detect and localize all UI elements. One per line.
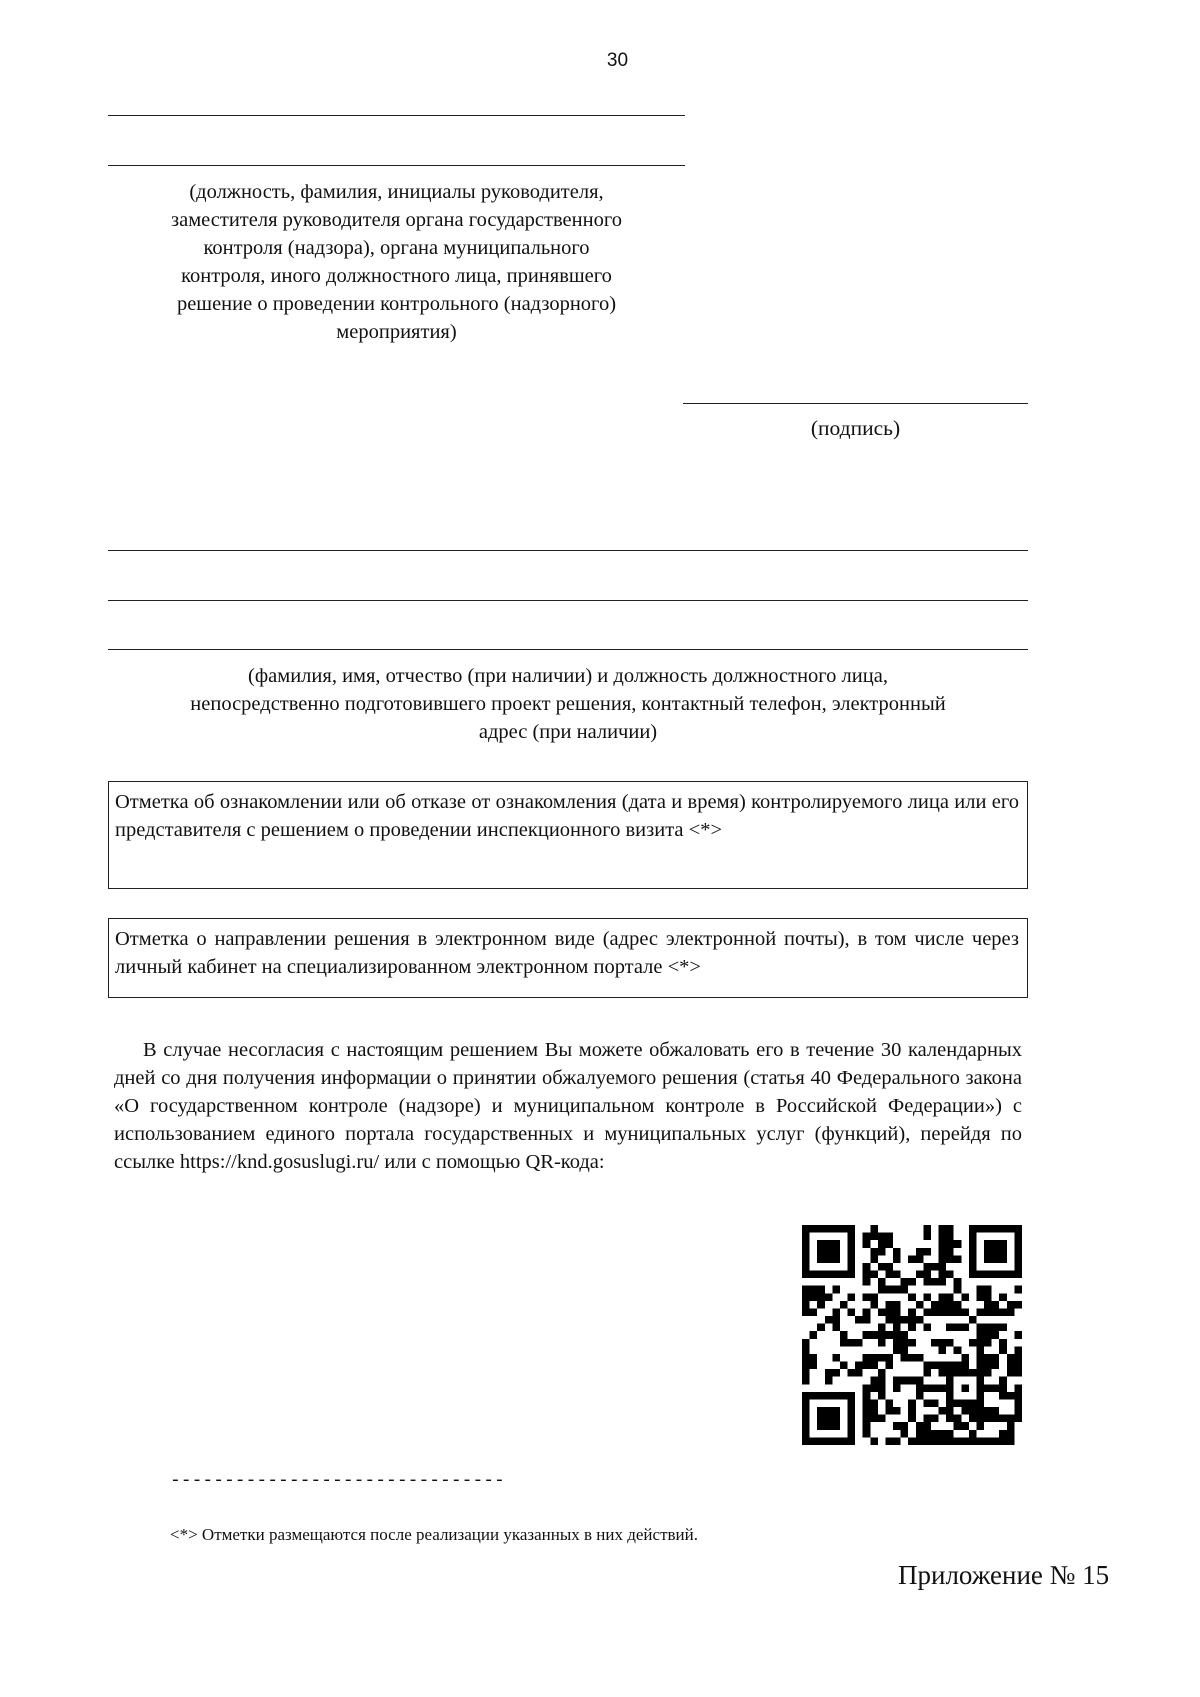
approver-caption-line: контроля (надзора), органа муниципального [203,237,590,259]
approver-blank-line-2 [108,165,685,166]
approver-caption [108,178,685,346]
approver-caption-line: контроля, иного должностного лица, принявшего [181,265,612,287]
footnote-text: <*> Отметки размещаются после реализации указанных в них действий. [170,1525,698,1544]
approver-caption-line: заместителя руководителя органа государственного [171,209,622,231]
page-number: 30 [606,50,629,71]
preparer-blank-line-2 [108,600,1028,601]
acquaintance-mark-box: Отметка об ознакомлении или об отказе от ознакомления (дата и время) контролируемого лица или его представителя с решением о проведении инспекционного визита <*> [108,781,1028,889]
appeal-paragraph: В случае несогласия с настоящим решением Вы можете обжаловать его в течение 30 календарных дней со дня получения информации о принятии обжалуемого решения (статья 40 Федерального закона «О государственном контроле (надзоре) и муниципальном контроле в Российской Федерации») с использованием единого портала государственных и муниципальных услуг (функций), перейдя по ссылке https://knd.gosuslugi.ru/ или с помощью QR-кода: [114,1039,1022,1173]
preparer-caption-line: адрес (при наличии) [478,721,658,743]
approver-blank-line-1 [108,115,685,116]
signature-caption: (подпись) [810,416,901,440]
approver-caption-line: (должность, фамилия, инициалы руководителя, [189,181,604,203]
preparer-caption [108,662,1028,746]
electronic-delivery-mark-box: Отметка о направлении решения в электронном виде (адрес электронной почты), в том числе через личный кабинет на специализированном электронном портале <*> [108,918,1028,998]
footnote-separator: ------------------------------- [170,1471,505,1491]
preparer-caption-line: непосредственно подготовившего проект решения, контактный телефон, электронный [190,693,946,715]
preparer-caption-line: (фамилия, имя, отчество (при наличии) и должность должностного лица, [248,665,888,687]
preparer-blank-line-3 [108,649,1028,650]
approver-caption-line: решение о проведении контрольного (надзорного) [176,293,617,315]
qr-code-icon[interactable] [802,1225,1022,1445]
preparer-blank-line-1 [108,550,1028,551]
approver-caption-line: мероприятия) [336,321,457,343]
signature-line [683,403,1028,404]
qr-code-graphic [802,1225,1022,1445]
appendix-label: Приложение № 15 [898,1560,1110,1590]
